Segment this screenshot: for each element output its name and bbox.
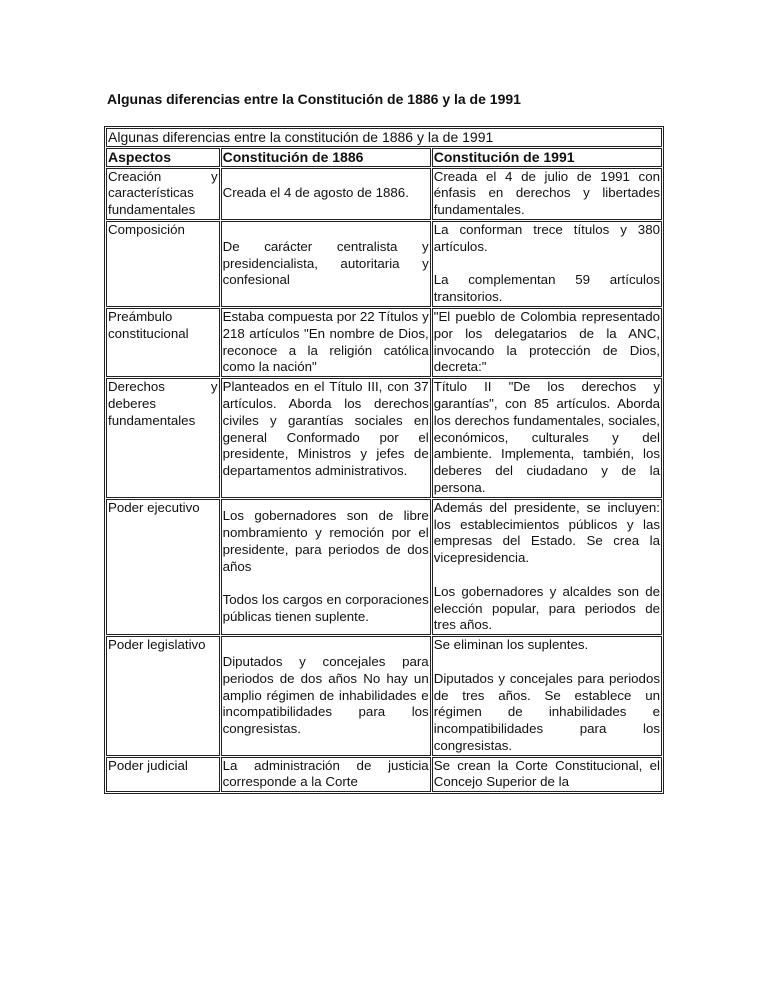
table-row (106, 168, 662, 220)
cell-text: Se crean la Corte Constitucional, el Concejo Superior de la (433, 757, 660, 790)
paragraph-gap (434, 256, 660, 273)
cell-1991 (432, 221, 662, 307)
table-row (106, 636, 662, 756)
page-title: Algunas diferencias entre la Constitución de 1886 y la de 1991 (107, 91, 521, 107)
table-row (106, 308, 662, 377)
table-caption: Algunas diferencias entre la constitución de 1886 y la de 1991 (106, 128, 662, 147)
aspect-cell: Preámbulo constitucional (106, 308, 220, 377)
cell-1886 (221, 221, 431, 307)
cell-text: Todos los cargos en corporaciones públicas tienen suplente. (222, 592, 429, 624)
cell-text: La complementan 59 artículos transitorios. (433, 272, 660, 305)
cell-text: Creada el 4 de agosto de 1886. (222, 185, 409, 201)
cell-1991 (432, 636, 662, 756)
header-1886: Constitución de 1886 (221, 148, 431, 167)
cell-1991 (432, 168, 662, 220)
comparison-table (104, 126, 664, 794)
table-caption-row (106, 128, 662, 147)
cell-1991 (432, 757, 662, 793)
table-row (106, 757, 662, 793)
aspect-cell: Creación y características fundamentales (106, 168, 220, 220)
aspect-cell: Composición (106, 221, 220, 307)
paragraph-gap (434, 567, 660, 584)
paragraph-gap (223, 575, 429, 592)
cell-text: Diputados y concejales para periodos de tres años. Se establece un régimen de inhabilidades e incompatibilidades para los congresistas. (433, 670, 660, 753)
cell-1886 (221, 636, 431, 756)
header-aspectos: Aspectos (106, 148, 220, 167)
cell-1886 (221, 378, 431, 498)
cell-text: La administración de justicia corresponde a la Corte (222, 757, 429, 790)
page-bottom-margin (0, 914, 768, 994)
aspect-cell: Poder judicial (106, 757, 220, 793)
aspect-cell: Derechos y deberes fundamentales (106, 378, 220, 498)
aspect-cell: Poder ejecutivo (106, 499, 220, 635)
cell-text: Se eliminan los suplentes. (433, 637, 589, 653)
cell-1886 (221, 757, 431, 793)
cell-text: La conforman trece títulos y 380 artículos. (433, 221, 660, 254)
cell-text: Además del presidente, se incluyen: los establecimientos públicos y las empresas del Estado. Se crea la vicepresidencia. (433, 499, 660, 566)
header-1991: Constitución de 1991 (432, 148, 662, 167)
table-header-row (106, 148, 662, 167)
table-row (106, 378, 662, 498)
cell-text: Estaba compuesta por 22 Títulos y 218 artículos "En nombre de Dios, reconoce a la religión católica como la nación" (222, 308, 429, 375)
cell-1991 (432, 378, 662, 498)
cell-text: Los gobernadores y alcaldes son de elección popular, para periodos de tres años. (433, 583, 660, 633)
cell-text: Los gobernadores son de libre nombramiento y remoción por el presidente, para periodos de dos años (222, 508, 429, 574)
cell-1886 (221, 308, 431, 377)
cell-1886 (221, 168, 431, 220)
aspect-cell: Poder legislativo (106, 636, 220, 756)
cell-1991 (432, 499, 662, 635)
cell-1991 (432, 308, 662, 377)
cell-text: De carácter centralista y presidencialista, autoritaria y confesional (222, 238, 429, 288)
table-row (106, 221, 662, 307)
cell-text: Título II "De los derechos y garantías", con 85 artículos. Aborda los derechos fundamentales, sociales, económicos, culturales y del ambiente. Implementa, también, los deberes del ciudadano y de la persona. (433, 379, 660, 495)
paragraph-gap (434, 654, 660, 671)
cell-text: Planteados en el Título III, con 37 artículos. Aborda los derechos civiles y garantías sociales en general Conformado por el presidente, Ministros y jefes de departamentos administrativos. (222, 379, 429, 479)
cell-text: Creada el 4 de julio de 1991 con énfasis en derechos y libertades fundamentales. (433, 168, 660, 218)
table-row (106, 499, 662, 635)
cell-text: "El pueblo de Colombia representado por los delegatarios de la ANC, invocando la protección de Dios, decreta:" (433, 308, 660, 375)
cell-1886 (221, 499, 431, 635)
cell-text: Diputados y concejales para periodos de dos años No hay un amplio régimen de inhabilidades e incompatibilidades para los congresistas. (222, 653, 429, 737)
